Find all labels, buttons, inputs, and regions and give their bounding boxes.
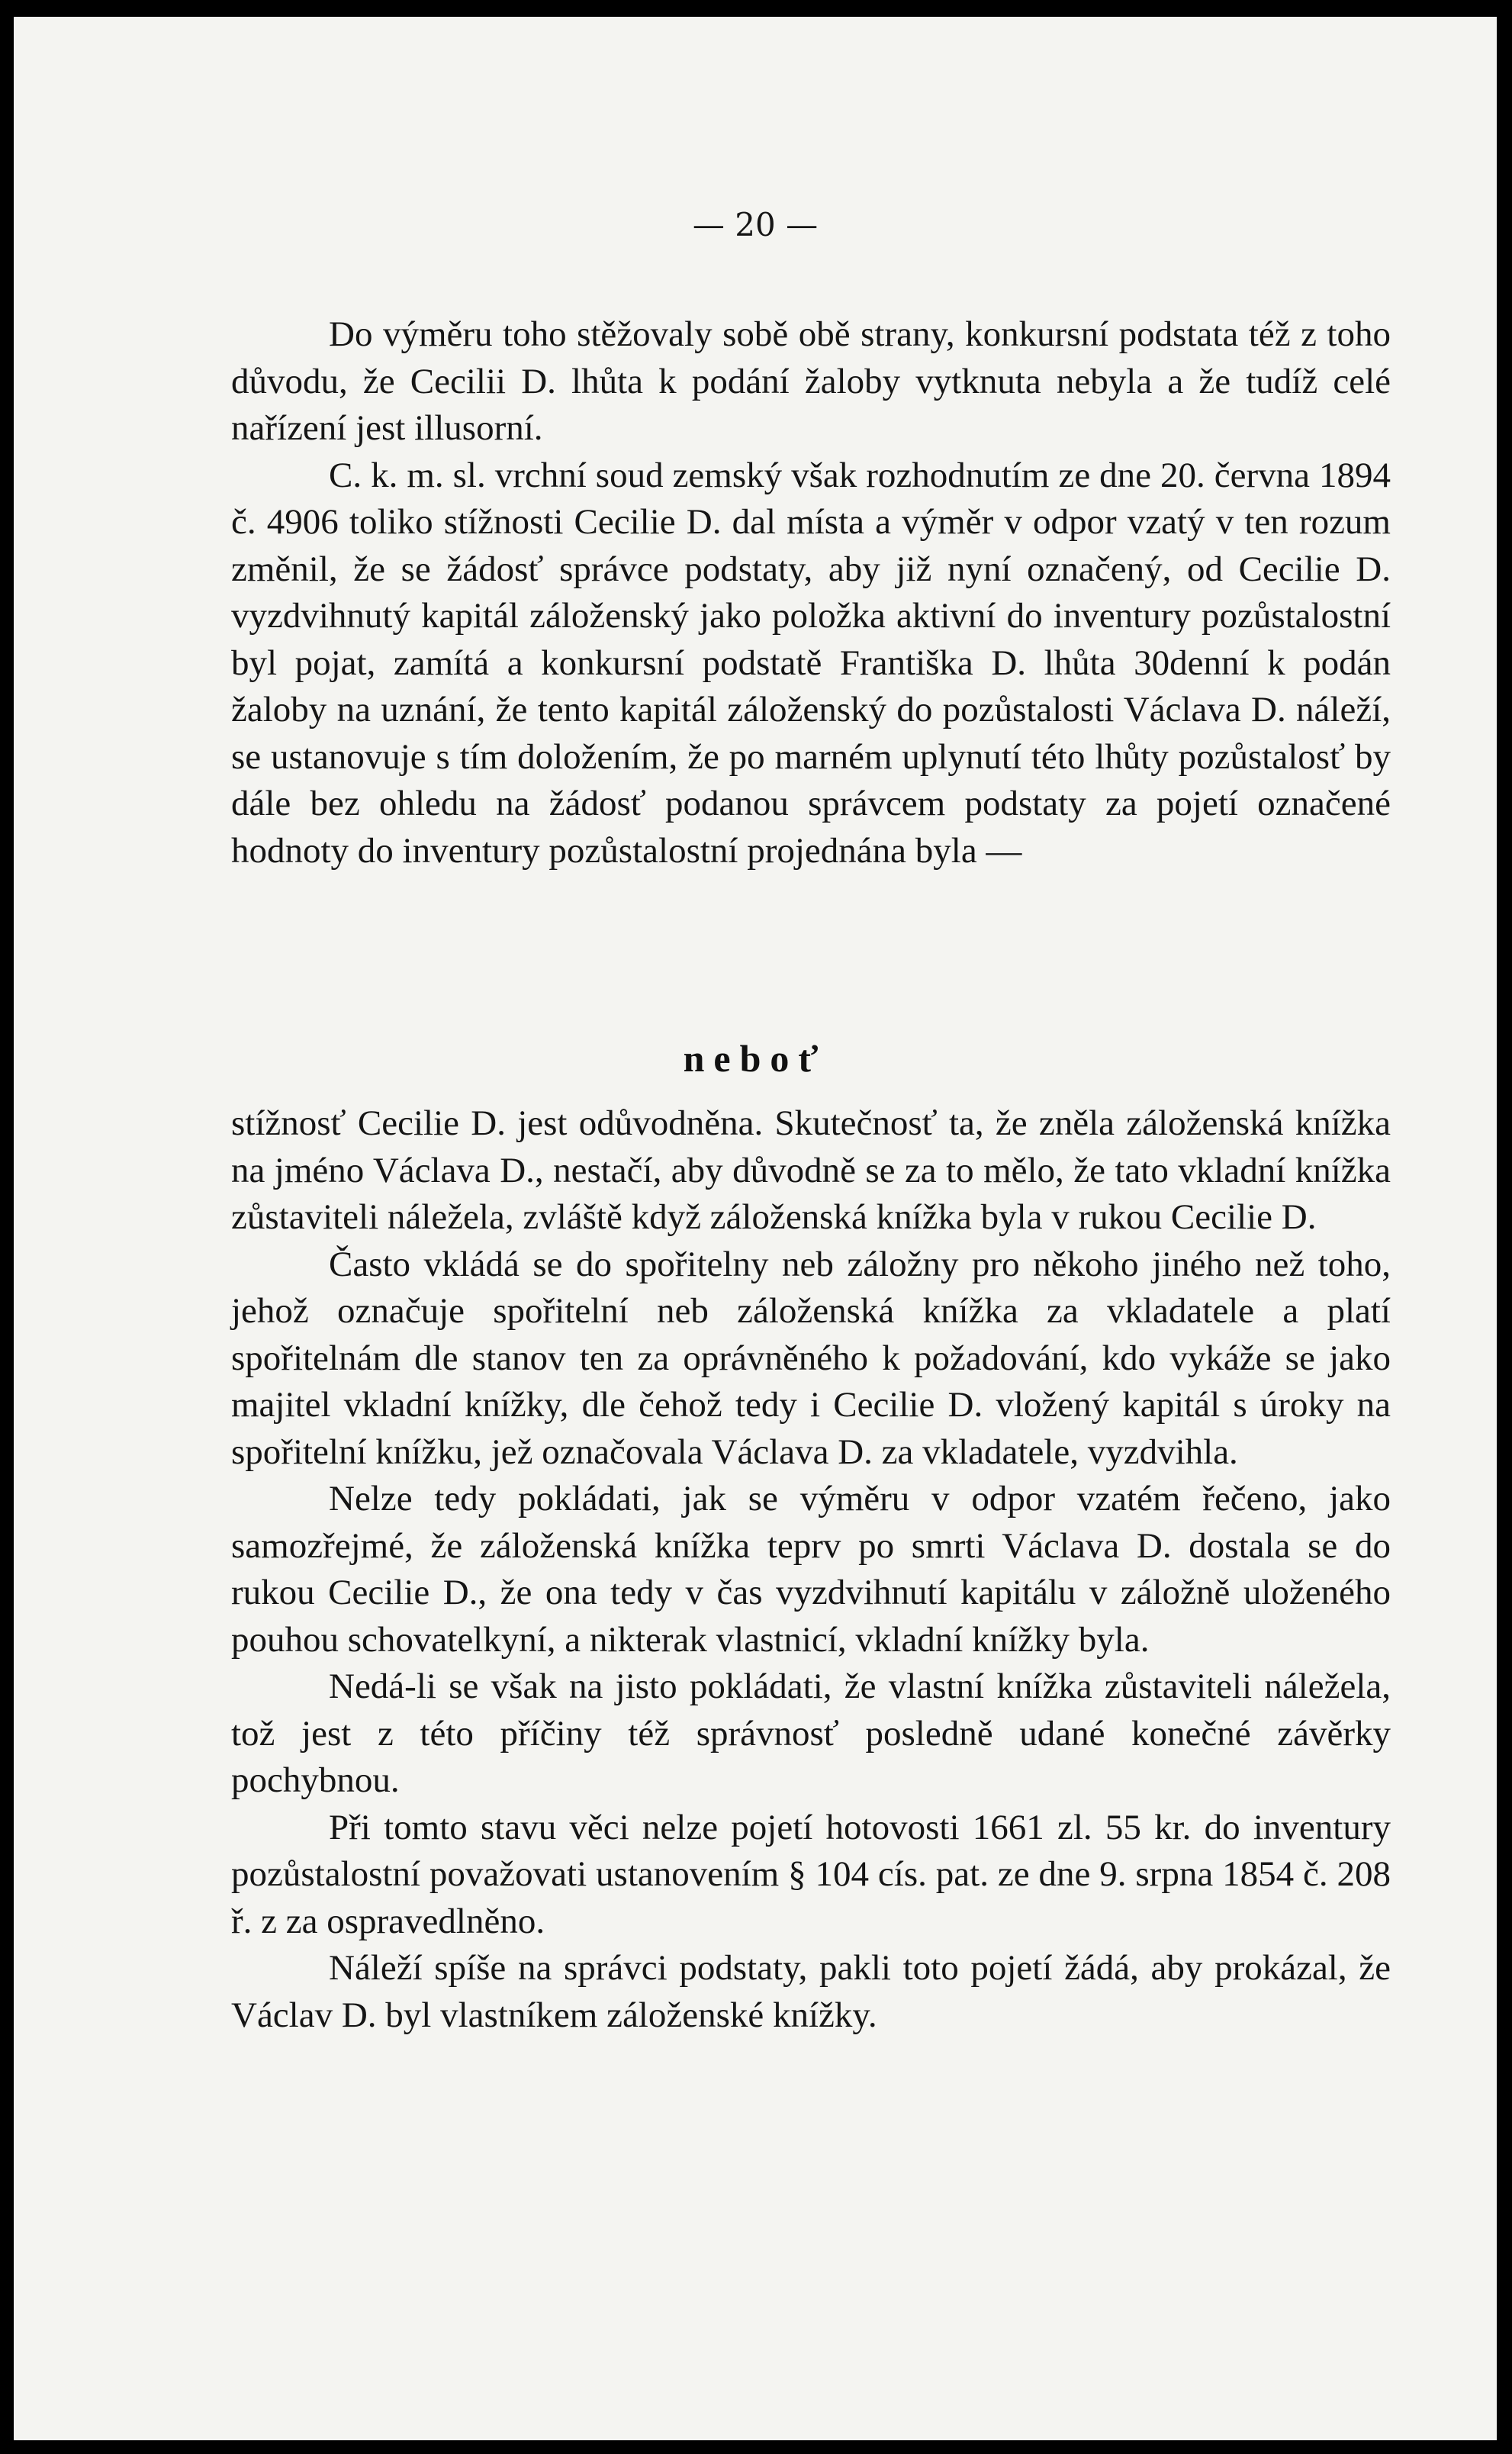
paragraph: C. k. m. sl. vrchní soud zemský však rozhodnutím ze dne 20. června 1894 č. 4906 toliko stížnosti Cecilie D. dal místa a výměr v odpor vzatý v ten rozum změnil, že se žádosť správce podstaty, aby již nyní označený, od Cecilie D. vyzdvihnutý kapitál záloženský jako položka aktivní do inventury pozůstalostní byl pojat, zamítá a konkursní podstatě Františka D. lhůta 30denní k podán žaloby na uznání, že tento kapitál záloženský do pozůstalosti Václava D. náleží, se ustanovuje s tím doložením, že po marném uplynutí této lhůty pozůstalosť by dále bez ohledu na žádosť podanou správcem podstaty za pojetí označené hodnoty do inventury pozůstalostní projednána byla —	[231, 455, 1391, 871]
paragraph: Nelze tedy pokládati, jak se výměru v odpor vzatém řečeno, jako samozřejmé, že záloženská knížka teprv po smrti Václava D. dostala se do rukou Cecilie D., že ona tedy v čas vyzdvihnutí kapitálu v záložně uloženého pouhou schovatelkyní, a nikterak vlastnicí, vkladní knížky byla.	[231, 1479, 1391, 1660]
paragraph: Při tomto stavu věci nelze pojetí hotovosti 1661 zl. 55 kr. do inventury pozůstalostní považovati ustanovením § 104 cís. pat. ze dne 9. srpna 1854 č. 208 ř. z za ospravedlněno.	[231, 1807, 1391, 1941]
paragraph: Často vkládá se do spořitelny neb záložny pro někoho jiného než toho, jehož označuje spořitelní neb záloženská knížka za vkladatele a platí spořitelnám dle stanov ten za oprávněného k požadování, kdo vykáže se jako majitel vkladní knížky, dle čehož tedy i Cecilie D. vložený kapitál s úroky na spořitelní knížku, jež označovala Václava D. za vkladatele, vyzdvihla.	[231, 1244, 1391, 1472]
paragraph: Nedá-li se však na jisto pokládati, že vlastní knížka zůstaviteli náležela, tož jest z této příčiny též správnosť posledně udané konečné závěrky pochybnou.	[231, 1667, 1391, 1800]
paragraph: Do výměru toho stěžovaly sobě obě strany, konkursní podstata též z toho důvodu, že Cecilii D. lhůta k podání žaloby vytknuta nebyla a že tudíž celé nařízení jest illusorní.	[231, 314, 1391, 448]
page-number: — 20 —	[692, 206, 819, 243]
section-heading: neboť	[683, 1037, 828, 1080]
section-1	[231, 311, 1391, 874]
paragraph: stížnosť Cecilie D. jest odůvodněna. Skutečnosť ta, že zněla záloženská knížka na jméno Václava D., nestačí, aby důvodně se za to mělo, že tato vkladní knížka zůstaviteli náležela, zvláště když záloženská knížka byla v rukou Cecilie D.	[231, 1103, 1391, 1237]
document-page	[14, 17, 1497, 2440]
paragraph: Náleží spíše na správci podstaty, pakli toto pojetí žádá, aby prokázal, že Václav D. byl vlastníkem záloženské knížky.	[231, 1948, 1391, 2035]
section-2	[231, 1100, 1391, 2039]
